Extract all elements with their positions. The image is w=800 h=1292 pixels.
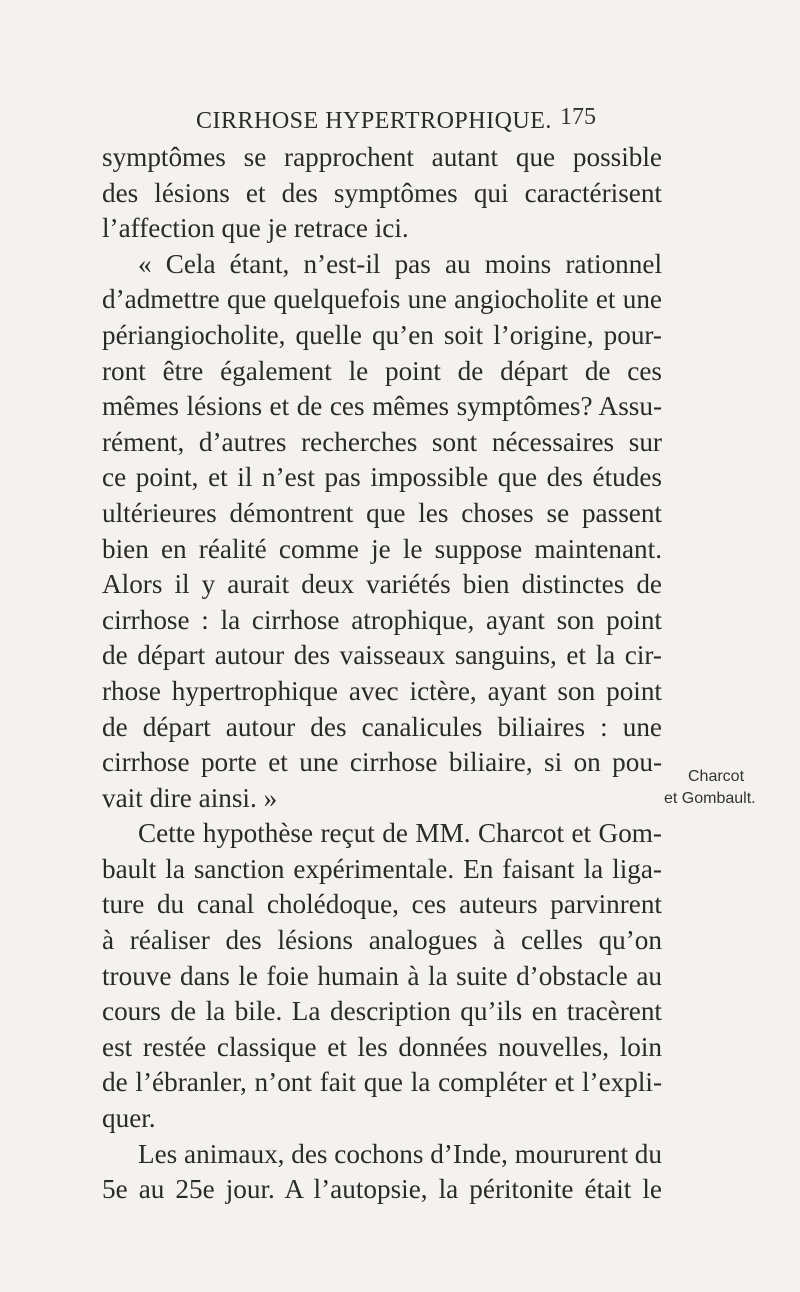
text-line: cirrhose porte et une cirrhose biliaire, si on pou- [102, 747, 662, 778]
text-line: vait dire ainsi. » [102, 782, 278, 813]
text-line: cirrhose : la cirrhose atrophique, ayant son point [102, 604, 662, 635]
text-line: rément, d’autres recherches sont nécessaires sur [102, 426, 662, 457]
text-line: rhose hypertrophique avec ictère, ayant son point [102, 675, 662, 706]
page-number: 175 [560, 104, 596, 130]
text-line: est restée classique et les données nouvelles, loin [102, 1031, 662, 1062]
margin-note [660, 766, 790, 810]
text-line: mêmes lésions et de ces mêmes symptômes? Assu- [102, 391, 662, 422]
text-line: Cette hypothèse reçut de MM. Charcot et Gom- [138, 818, 662, 849]
text-line: de départ autour des canalicules biliaires : une [102, 711, 662, 742]
text-line: 5e au 25e jour. A l’autopsie, la péritonite était le [102, 1174, 662, 1205]
text-line: l’affection que je retrace ici. [102, 213, 409, 244]
text-line: trouve dans le foie humain à la suite d’obstacle au [102, 960, 662, 991]
text-line: d’admettre que quelquefois une angiocholite et une [102, 284, 662, 315]
text-line: ture du canal cholédoque, ces auteurs parvinrent [102, 889, 662, 920]
text-line: symptômes se rapprochent autant que possible [102, 142, 662, 172]
text-line: « Cela étant, n’est-il pas au moins rationnel [138, 248, 662, 279]
text-line: Les animaux, des cochons d’Inde, moururent du [138, 1138, 662, 1169]
text-line: bault la sanction expérimentale. En faisant la liga- [102, 853, 662, 884]
text-line: de départ autour des vaisseaux sanguins, et la cir- [102, 640, 662, 671]
text-line: à réaliser des lésions analogues à celles qu’on [102, 925, 662, 956]
margin-note-line: Charcot [688, 768, 745, 785]
margin-note-line: et Gombault. [664, 790, 756, 807]
text-line: quer. [102, 1103, 156, 1134]
text-line: Alors il y aurait deux variétés bien distinctes de [102, 569, 662, 600]
text-line: ce point, et il n’est pas impossible que des études [102, 462, 662, 493]
text-line: bien en réalité comme je le suppose maintenant. [102, 533, 662, 564]
body-text [102, 140, 662, 1208]
text-line: cours de la bile. La description qu’ils en tracèrent [102, 996, 662, 1027]
text-line: des lésions et des symptômes qui caractérisent [102, 177, 662, 208]
text-line: ront être également le point de départ de ces [102, 355, 662, 386]
text-line: de l’ébranler, n’ont fait que la compléter et l’expli- [102, 1067, 662, 1098]
text-line: ultérieures démontrent que les choses se passent [102, 497, 662, 528]
running-title: CIRRHOSE HYPERTROPHIQUE. [196, 108, 552, 134]
text-line: périangiocholite, quelle qu’en soit l’origine, pour- [102, 319, 662, 350]
